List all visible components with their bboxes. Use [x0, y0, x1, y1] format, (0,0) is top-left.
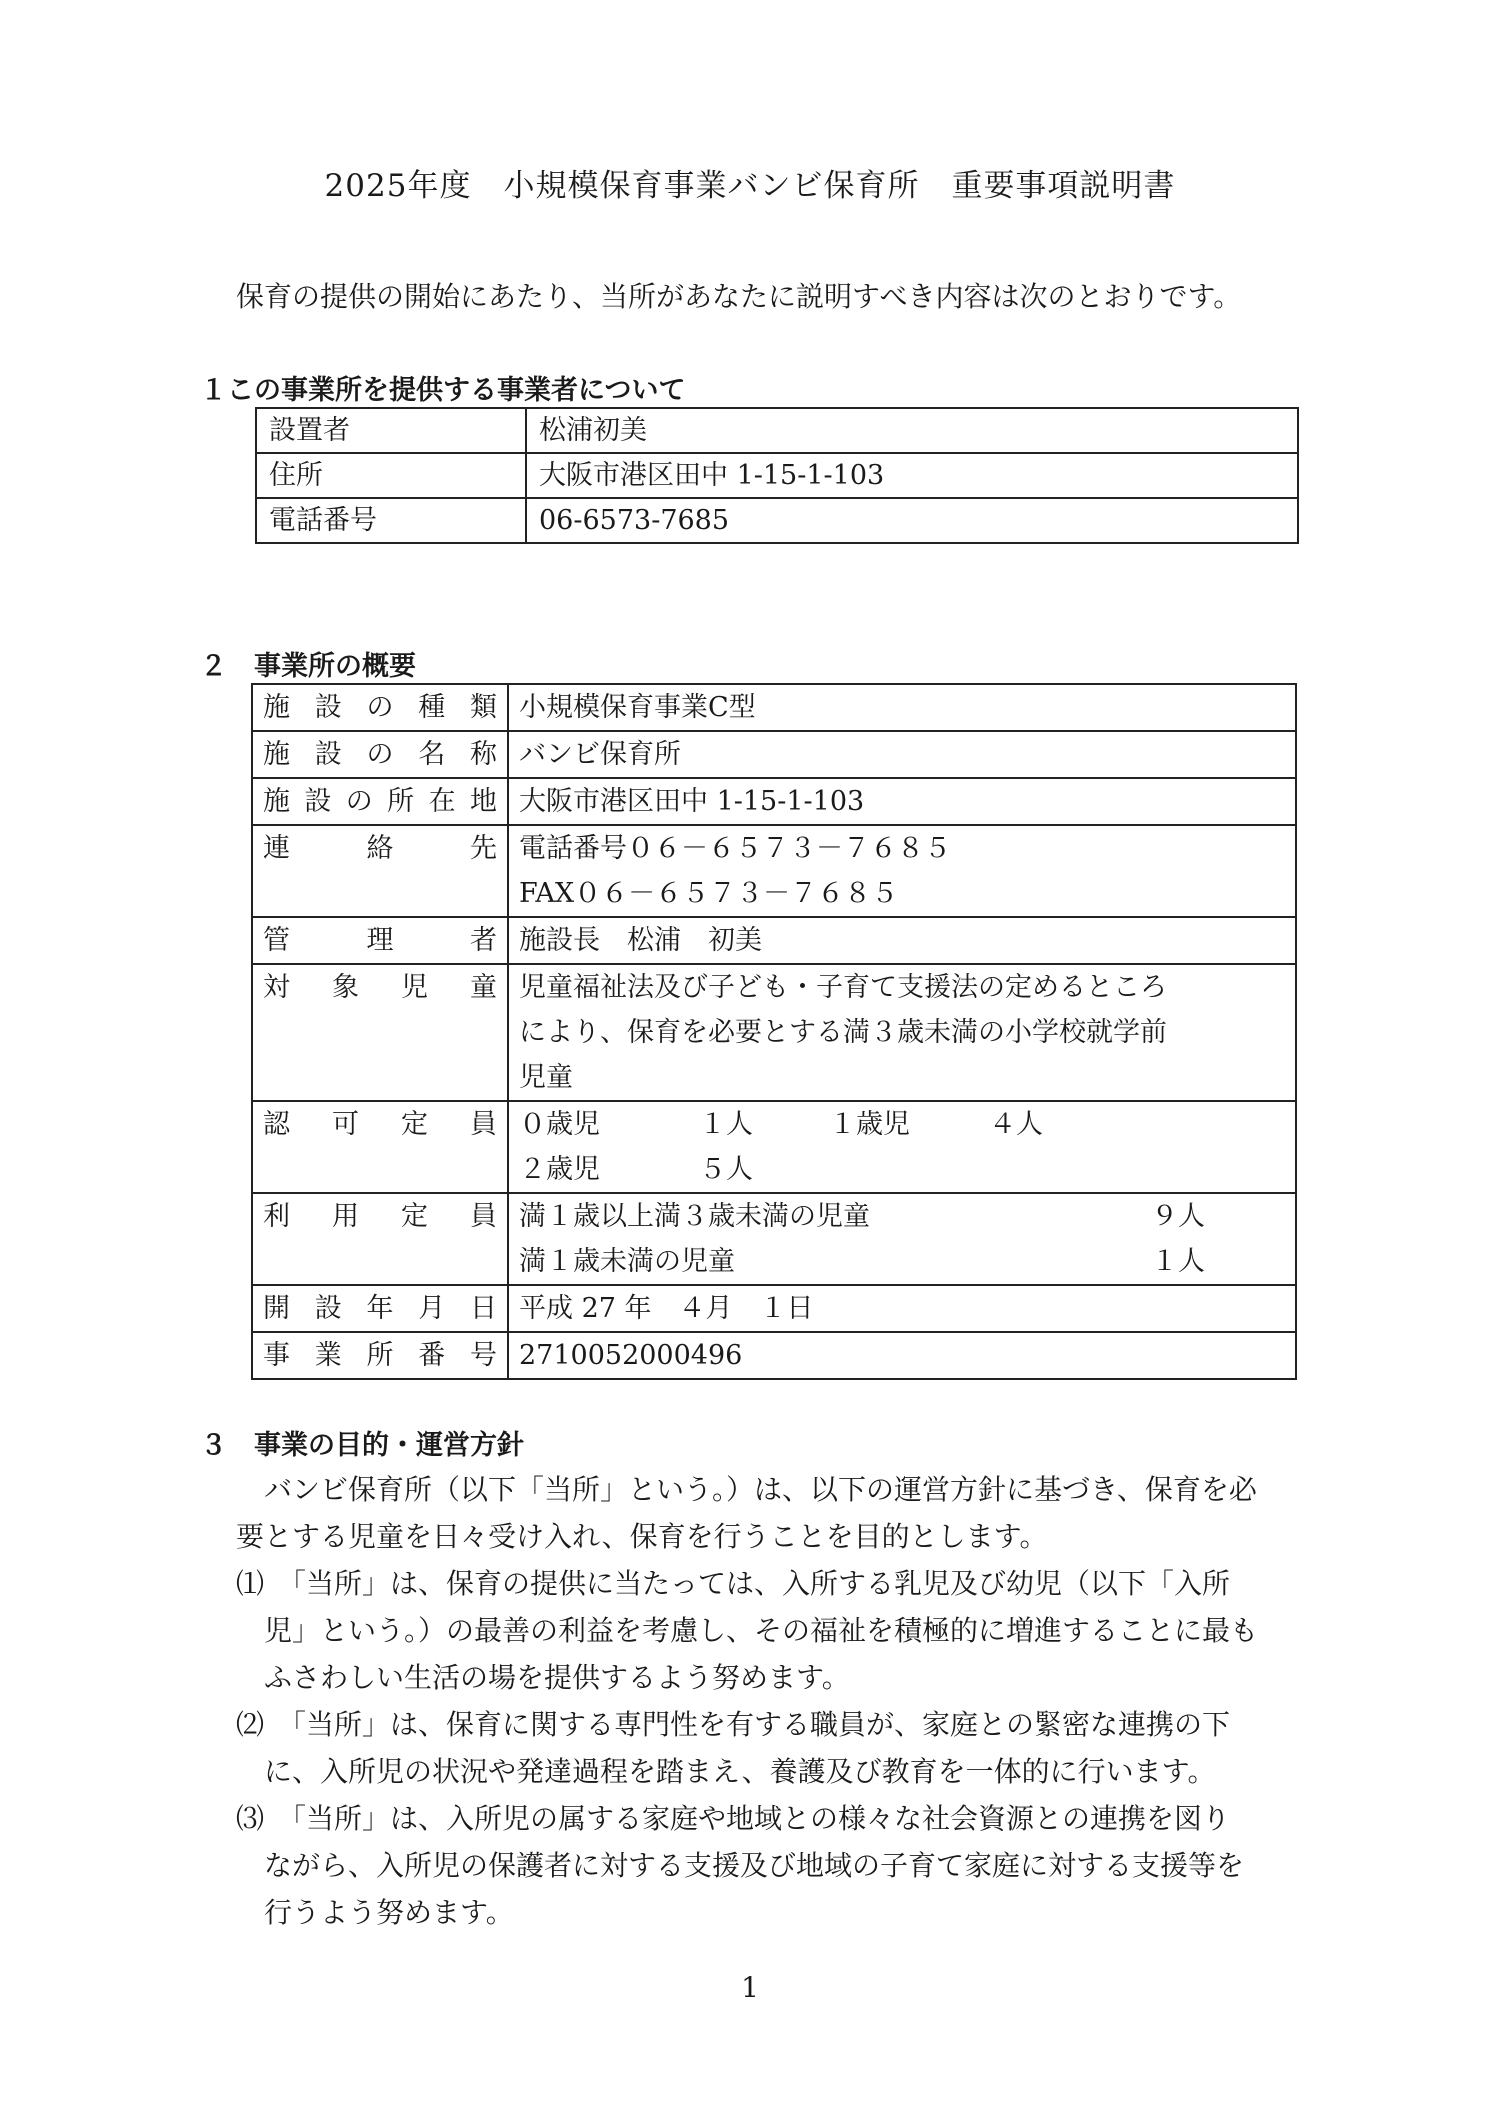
label-char: 児 — [401, 972, 428, 1003]
label-char: 管 — [263, 925, 290, 956]
value-line: FAX０６－６５７３－７６８５ — [519, 878, 899, 909]
usage-line — [519, 1194, 1285, 1239]
table-row — [252, 684, 1296, 731]
capacity-cell: ５人 — [699, 1154, 753, 1185]
label-char: 年 — [366, 1293, 394, 1324]
label-char: 施 — [263, 692, 290, 723]
label-char: 日 — [470, 1293, 497, 1324]
label-char: 所 — [387, 786, 415, 817]
table-row — [252, 1285, 1296, 1332]
label-char: 設 — [314, 1293, 342, 1324]
usage-text: 満１歳以上満３歳未満の児童 — [519, 1201, 870, 1232]
label-char: 童 — [470, 972, 497, 1003]
table-row — [252, 917, 1296, 964]
capacity-cell: １人 — [699, 1109, 753, 1140]
row-value: 大阪市港区田中 1-15-1-103 — [526, 453, 1298, 498]
label-char: 設 — [314, 739, 342, 770]
label-spread — [263, 965, 497, 1010]
label-spread — [263, 685, 497, 730]
label-char: 月 — [418, 1293, 446, 1324]
value-line: 児童 — [519, 1062, 573, 1093]
section3-heading: ３ 事業の目的・運営方針 — [200, 1430, 524, 1461]
label-char: の — [366, 739, 394, 770]
label-char: 類 — [470, 692, 497, 723]
label-char: 先 — [470, 833, 497, 864]
row-value — [508, 1285, 1296, 1332]
row-label: 電話番号 — [256, 498, 526, 543]
capacity-cell: １歳児 — [829, 1109, 910, 1140]
label-char: 設 — [304, 786, 332, 817]
value-line: 小規模保育事業C型 — [519, 692, 756, 723]
label-char: 対 — [263, 972, 290, 1003]
table-row — [252, 1101, 1296, 1193]
label-char: 定 — [401, 1201, 428, 1232]
item-line: ⑶ 「当所」は、入所児の属する家庭や地域との様々な社会資源との連携を図り — [236, 1802, 1231, 1835]
row-label — [252, 825, 508, 917]
list-item — [236, 1795, 1336, 1936]
label-char: 定 — [401, 1109, 428, 1140]
usage-count: ９人 — [1151, 1201, 1205, 1232]
label-char: 施 — [263, 786, 290, 817]
label-char: 象 — [332, 972, 359, 1003]
capacity-cell: ４人 — [989, 1109, 1043, 1140]
item-line: ながら、入所児の保護者に対する支援及び地域の子育て家庭に対する支援等を — [236, 1849, 1245, 1882]
label-char: の — [366, 692, 394, 723]
value-line: 電話番号０６－６５７３－７６８５ — [519, 833, 951, 864]
operator-table — [255, 407, 1299, 544]
item-line: 児」という。）の最善の利益を考慮し、その福祉を積極的に増進することに最も — [236, 1614, 1259, 1647]
label-char: の — [345, 786, 373, 817]
usage-text: 満１歳未満の児童 — [519, 1246, 735, 1277]
table-row — [252, 1193, 1296, 1285]
section2-heading: ２ 事業所の概要 — [200, 651, 416, 682]
label-spread — [263, 1333, 497, 1378]
label-spread — [263, 732, 497, 777]
label-spread — [263, 1286, 497, 1331]
table-row — [256, 498, 1298, 543]
label-char: 認 — [263, 1109, 290, 1140]
label-char: 業 — [314, 1340, 342, 1371]
item-line: ⑵ 「当所」は、保育に関する専門性を有する職員が、家庭との緊密な連携の下 — [236, 1708, 1231, 1741]
label-char: 名 — [418, 739, 446, 770]
label-char: 番 — [418, 1340, 446, 1371]
item-line: 行うよう努めます。 — [236, 1896, 514, 1929]
label-char: 設 — [314, 692, 342, 723]
paragraph-line: バンビ保育所（以下「当所」という。）は、以下の運営方針に基づき、保育を必 — [236, 1473, 1257, 1506]
value-line: 平成 27 年 ４月 １日 — [519, 1293, 814, 1324]
label-char: 絡 — [366, 833, 394, 864]
table-row — [252, 1332, 1296, 1379]
label-spread — [263, 918, 497, 963]
row-value — [508, 825, 1296, 917]
label-char: 用 — [332, 1201, 359, 1232]
row-value — [508, 964, 1296, 1101]
usage-count: １人 — [1151, 1246, 1205, 1277]
row-value — [508, 1332, 1296, 1379]
row-label: 設置者 — [256, 408, 526, 453]
row-value — [508, 917, 1296, 964]
row-label — [252, 1193, 508, 1285]
label-spread — [263, 779, 497, 824]
label-char: 可 — [332, 1109, 359, 1140]
table-row — [252, 778, 1296, 825]
table-row — [252, 964, 1296, 1101]
facility-table — [251, 683, 1297, 1380]
row-label — [252, 778, 508, 825]
row-value — [508, 731, 1296, 778]
row-label — [252, 1101, 508, 1193]
label-spread — [263, 1194, 497, 1239]
value-line: により、保育を必要とする満３歳未満の小学校就学前 — [519, 1017, 1167, 1048]
list-item — [236, 1560, 1336, 1701]
usage-line — [519, 1239, 1285, 1284]
label-char: 事 — [263, 1340, 290, 1371]
label-char: 利 — [263, 1201, 290, 1232]
label-char: 理 — [366, 925, 394, 956]
row-value — [508, 778, 1296, 825]
label-char: 開 — [263, 1293, 290, 1324]
label-char: 称 — [470, 739, 497, 770]
label-spread — [263, 826, 497, 871]
label-char: 者 — [470, 925, 497, 956]
label-char: 地 — [469, 786, 497, 817]
row-label — [252, 1332, 508, 1379]
label-char: 施 — [263, 739, 290, 770]
value-line: 2710052000496 — [519, 1340, 743, 1371]
item-line: ⑴ 「当所」は、保育の提供に当たっては、入所する乳児及び幼児（以下「入所 — [236, 1567, 1231, 1600]
item-line: に、入所児の状況や発達過程を踏まえ、養護及び教育を一体的に行います。 — [236, 1755, 1216, 1788]
row-value — [508, 1193, 1296, 1285]
row-label — [252, 1285, 508, 1332]
table-row — [256, 408, 1298, 453]
document-title: 2025年度 小規模保育事業バンビ保育所 重要事項説明書 — [324, 168, 1176, 204]
label-char: 号 — [470, 1340, 497, 1371]
intro-text: 保育の提供の開始にあたり、当所があなたに説明すべき内容は次のとおりです。 — [236, 280, 1242, 313]
label-char: 員 — [470, 1109, 497, 1140]
value-line: 施設長 松浦 初美 — [519, 925, 762, 956]
label-char: 員 — [470, 1201, 497, 1232]
capacity-cell: ０歳児 — [519, 1109, 600, 1140]
row-label — [252, 964, 508, 1101]
row-label: 住所 — [256, 453, 526, 498]
capacity-line — [519, 1102, 1285, 1147]
value-line: 児童福祉法及び子ども・子育て支援法の定めるところ — [519, 972, 1167, 1003]
label-char: 所 — [366, 1340, 394, 1371]
row-value — [508, 1101, 1296, 1193]
label-char: 種 — [418, 692, 446, 723]
value-line: 大阪市港区田中 1-15-1-103 — [519, 786, 865, 817]
row-label — [252, 731, 508, 778]
capacity-cell: ２歳児 — [519, 1154, 600, 1185]
label-spread — [263, 1102, 497, 1147]
label-char: 在 — [428, 786, 456, 817]
list-item — [236, 1701, 1336, 1795]
value-line: バンビ保育所 — [519, 739, 681, 770]
section3-body — [236, 1466, 1336, 1936]
page-number: 1 — [741, 1971, 759, 2004]
row-value: 松浦初美 — [526, 408, 1298, 453]
row-value — [508, 684, 1296, 731]
section1-heading: １この事業所を提供する事業者について — [200, 375, 686, 406]
item-line: ふさわしい生活の場を提供するよう努めます。 — [236, 1661, 850, 1694]
capacity-line — [519, 1147, 1285, 1192]
table-row — [252, 731, 1296, 778]
row-label — [252, 684, 508, 731]
row-value: 06-6573-7685 — [526, 498, 1298, 543]
label-char: 連 — [263, 833, 290, 864]
paragraph-line: 要とする児童を日々受け入れ、保育を行うことを目的とします。 — [236, 1520, 1048, 1553]
row-label — [252, 917, 508, 964]
table-row — [252, 825, 1296, 917]
table-row — [256, 453, 1298, 498]
